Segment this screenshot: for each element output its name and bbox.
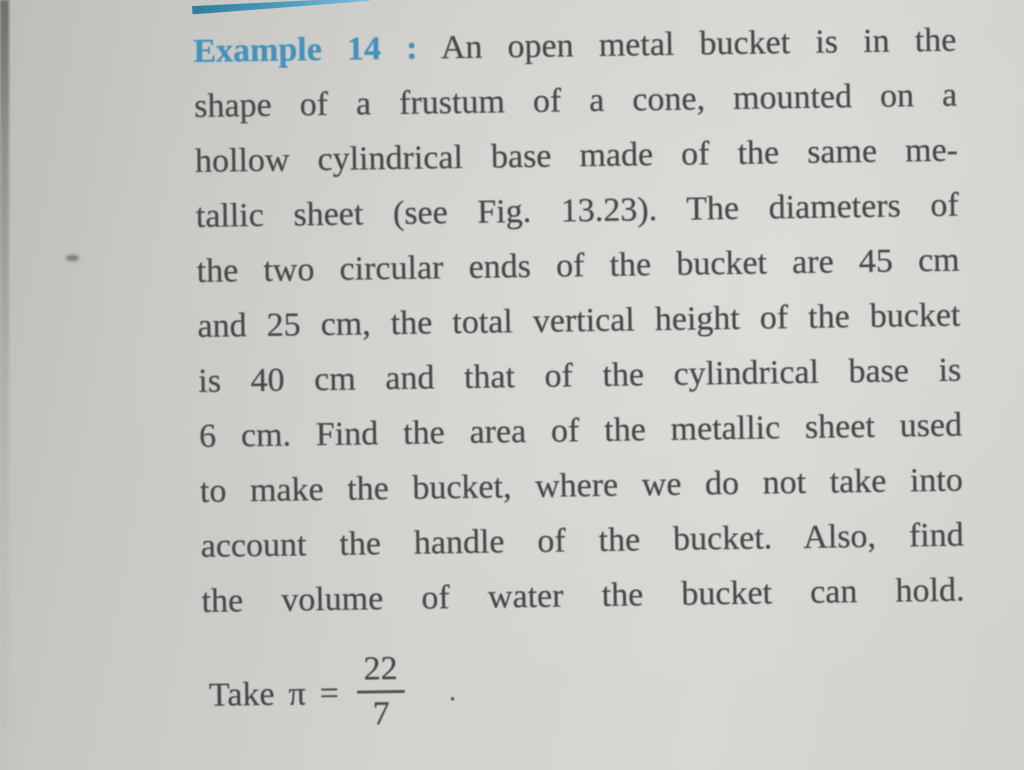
- problem-text-block: [193, 13, 967, 749]
- fraction-denominator: 7: [372, 695, 390, 733]
- fraction-numerator: 22: [363, 650, 398, 688]
- text-line: is 40 cm and that of the cylindrical base is: [198, 351, 962, 400]
- text-line-content: An open metal bucket is in the: [440, 21, 957, 67]
- teal-divider-line: [192, 0, 370, 14]
- pi-symbol: π: [288, 674, 306, 713]
- page-edge-shadow: [0, 0, 9, 770]
- text-line: shape of a frustum of a cone, mounted on a: [193, 76, 958, 125]
- text-line: the two circular ends of the bucket are 45 cm: [196, 241, 960, 290]
- text-line: account the handle of the bucket. Also, find: [200, 516, 964, 565]
- text-line: the volume of water the bucket can hold.: [201, 571, 965, 620]
- pi-value-formula: [202, 630, 967, 749]
- fraction-22-7: [356, 652, 405, 732]
- stray-mark: [66, 255, 79, 261]
- text-line: to make the bucket, where we do not take into: [199, 461, 964, 510]
- trailing-period: .: [448, 676, 457, 708]
- text-line: 6 cm. Find the area of the metallic sheet used: [198, 406, 963, 455]
- equals-sign: =: [319, 674, 340, 712]
- text-line: tallic sheet (see Fig. 13.23). The diameters of: [195, 186, 960, 235]
- formula-prefix: Take: [208, 675, 275, 714]
- text-line: hollow cylindrical base made of the same me-: [194, 131, 959, 180]
- text-line: and 25 cm, the total vertical height of the bucket: [197, 296, 961, 345]
- example-label: Example 14 :: [193, 29, 418, 70]
